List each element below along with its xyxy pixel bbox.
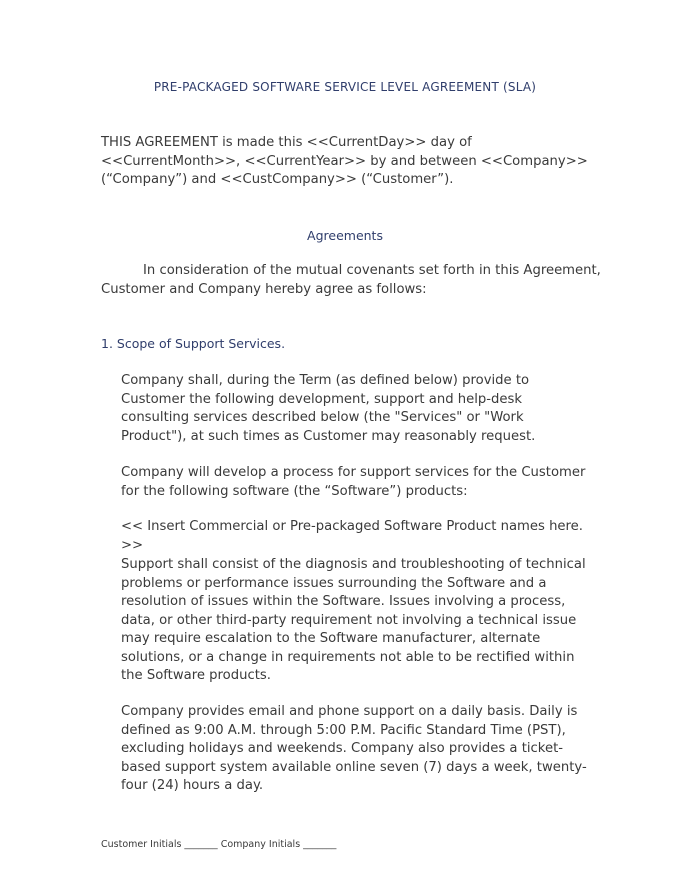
product-placeholder-paragraph: << Insert Commercial or Pre-packaged Software Product names here. >> xyxy=(121,519,583,553)
agreements-heading: Agreements xyxy=(307,228,383,243)
scope-paragraph-1: Company shall, during the Term (as defined below) provide to Customer the following development, support and help-desk consulting services described below (the "Services" or "Work Product"), at such times as Customer may reasonably request. xyxy=(121,373,536,444)
intro-paragraph: THIS AGREEMENT is made this <<CurrentDay>> day of <<CurrentMonth>>, <<CurrentYear>> by and between <<Company>> (“Company”) and <<CustCompany>> (“Customer”). xyxy=(101,135,588,187)
consideration-text: In consideration of the mutual covenants set forth in this Agreement, Customer and Company hereby agree as follows: xyxy=(101,263,601,297)
section-1-heading: 1. Scope of Support Services. xyxy=(101,336,286,351)
scope-paragraph-2: Company will develop a process for support services for the Customer for the following software (the “Software”) products: xyxy=(121,465,586,499)
support-definition-paragraph: Support shall consist of the diagnosis and troubleshooting of technical problems or performance issues surrounding the Software and a resolution of issues within the Software. Issues involving a process, data, or other third-party requirement not involving a technical issue may require escalation to the Software manufacturer, alternate solutions, or a change in requirements not able to be rectified within the Software products. xyxy=(121,557,586,683)
consideration-paragraph xyxy=(101,262,601,299)
initials-footer: Customer Initials _______ Company Initials _______ xyxy=(101,839,337,850)
support-hours-paragraph: Company provides email and phone support on a daily basis. Daily is defined as 9:00 A.M. through 5:00 P.M. Pacific Standard Time (PST), excluding holidays and weekends. Company also provides a ticket-based support system available online seven (7) days a week, twenty-four (24) hours a day. xyxy=(121,704,587,793)
document-title: PRE-PACKAGED SOFTWARE SERVICE LEVEL AGREEMENT (SLA) xyxy=(153,80,537,94)
